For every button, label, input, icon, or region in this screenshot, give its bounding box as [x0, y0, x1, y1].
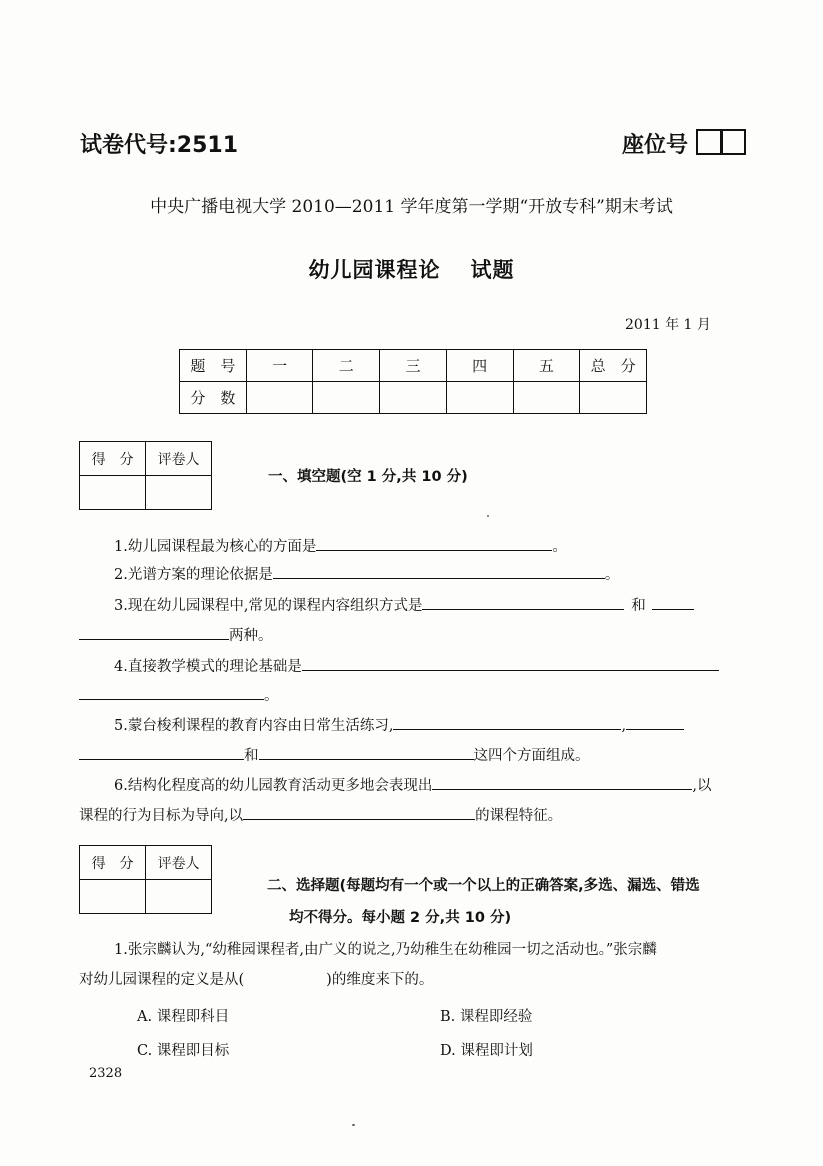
grader-score-cell[interactable] [80, 880, 146, 914]
grader-label: 评卷人 [146, 846, 212, 880]
score-table-cell: 二 [313, 350, 380, 382]
section2-grader-table [79, 845, 212, 914]
grader-label: 评卷人 [146, 442, 212, 476]
seat-number-boxes[interactable] [696, 129, 746, 155]
scan-speck [487, 515, 489, 517]
score-table-cell: 四 [446, 350, 513, 382]
grader-score-cell[interactable] [80, 476, 146, 510]
choice-question-1: 1.张宗麟认为,“幼稚园课程者,由广义的说之,乃幼稚生在幼稚园一切之活动也。”张宗麟 [114, 942, 657, 958]
fill-question-4-continued: 。 [79, 684, 279, 705]
option-a[interactable]: A. 课程即科目 [137, 1009, 230, 1025]
section2-heading: 二、选择题(每题均有一个或一个以上的正确答案,多选、漏选、错选 [267, 878, 700, 894]
exam-code: 试卷代号:2511 [80, 133, 239, 158]
fill-question-6: 6.结构化程度高的幼儿园教育活动更多地会表现出 ,以 [114, 774, 711, 795]
answer-blank[interactable] [79, 624, 229, 640]
option-d[interactable]: D. 课程即计划 [440, 1043, 533, 1059]
grader-score-label: 得 分 [80, 442, 146, 476]
option-b[interactable]: B. 课程即经验 [440, 1009, 533, 1025]
section1-heading: 一、填空题(空 1 分,共 10 分) [268, 469, 468, 485]
score-entry-cell[interactable] [580, 382, 647, 414]
choice-question-1-continued: 对幼儿园课程的定义是从( )的维度来下的。 [79, 972, 434, 988]
fill-question-3-continued: 两种。 [79, 624, 273, 645]
paper-title: 幼儿园课程论 试题 [308, 257, 515, 282]
answer-blank[interactable] [273, 563, 605, 579]
answer-blank[interactable] [652, 594, 694, 610]
score-summary-table [179, 349, 647, 414]
score-entry-cell[interactable] [313, 382, 380, 414]
score-table-score-row [180, 382, 647, 414]
score-entry-cell[interactable] [446, 382, 513, 414]
score-entry-cell[interactable] [513, 382, 580, 414]
score-entry-cell[interactable] [246, 382, 313, 414]
answer-blank[interactable] [316, 535, 552, 551]
answer-blank[interactable] [626, 714, 684, 730]
answer-blank[interactable] [432, 774, 692, 790]
grader-name-cell[interactable] [146, 880, 212, 914]
answer-blank[interactable] [302, 655, 719, 671]
answer-blank[interactable] [422, 594, 624, 610]
score-table-cell: 一 [246, 350, 313, 382]
score-table-cell: 分 数 [180, 382, 247, 414]
fill-question-5: 5.蒙台梭利课程的教育内容由日常生活练习, , [114, 714, 684, 735]
score-entry-cell[interactable] [380, 382, 447, 414]
answer-blank[interactable] [79, 684, 264, 700]
answer-blank[interactable] [259, 744, 474, 760]
seat-number-label: 座位号 [622, 133, 689, 158]
section1-grader-table [79, 441, 212, 510]
grader-name-cell[interactable] [146, 476, 212, 510]
fill-question-4: 4.直接教学模式的理论基础是 [114, 655, 719, 676]
option-c[interactable]: C. 课程即目标 [137, 1043, 230, 1059]
answer-blank[interactable] [243, 804, 475, 820]
scan-speck [352, 1124, 355, 1126]
page-number: 2328 [89, 1066, 123, 1081]
score-table-cell: 三 [380, 350, 447, 382]
score-table-cell: 题 号 [180, 350, 247, 382]
score-table-cell: 总 分 [580, 350, 647, 382]
score-table-cell: 五 [513, 350, 580, 382]
section2-heading-continued: 均不得分。每小题 2 分,共 10 分) [289, 910, 512, 926]
fill-question-2: 2.光谱方案的理论依据是 。 [114, 563, 619, 584]
exam-header-line: 中央广播电视大学 2010—2011 学年度第一学期“开放专科”期末考试 [150, 197, 673, 217]
fill-question-5-continued: 和 这四个方面组成。 [79, 744, 590, 765]
score-table-header-row [180, 350, 647, 382]
exam-date: 2011 年 1 月 [625, 317, 711, 333]
fill-question-3: 3.现在幼儿园课程中,常见的课程内容组织方式是 和 [114, 594, 694, 615]
answer-blank[interactable] [393, 714, 621, 730]
fill-question-1: 1.幼儿园课程最为核心的方面是 。 [114, 535, 567, 556]
answer-blank[interactable] [79, 744, 244, 760]
grader-score-label: 得 分 [80, 846, 146, 880]
fill-question-6-continued: 课程的行为目标为导向,以 的课程特征。 [79, 804, 562, 825]
